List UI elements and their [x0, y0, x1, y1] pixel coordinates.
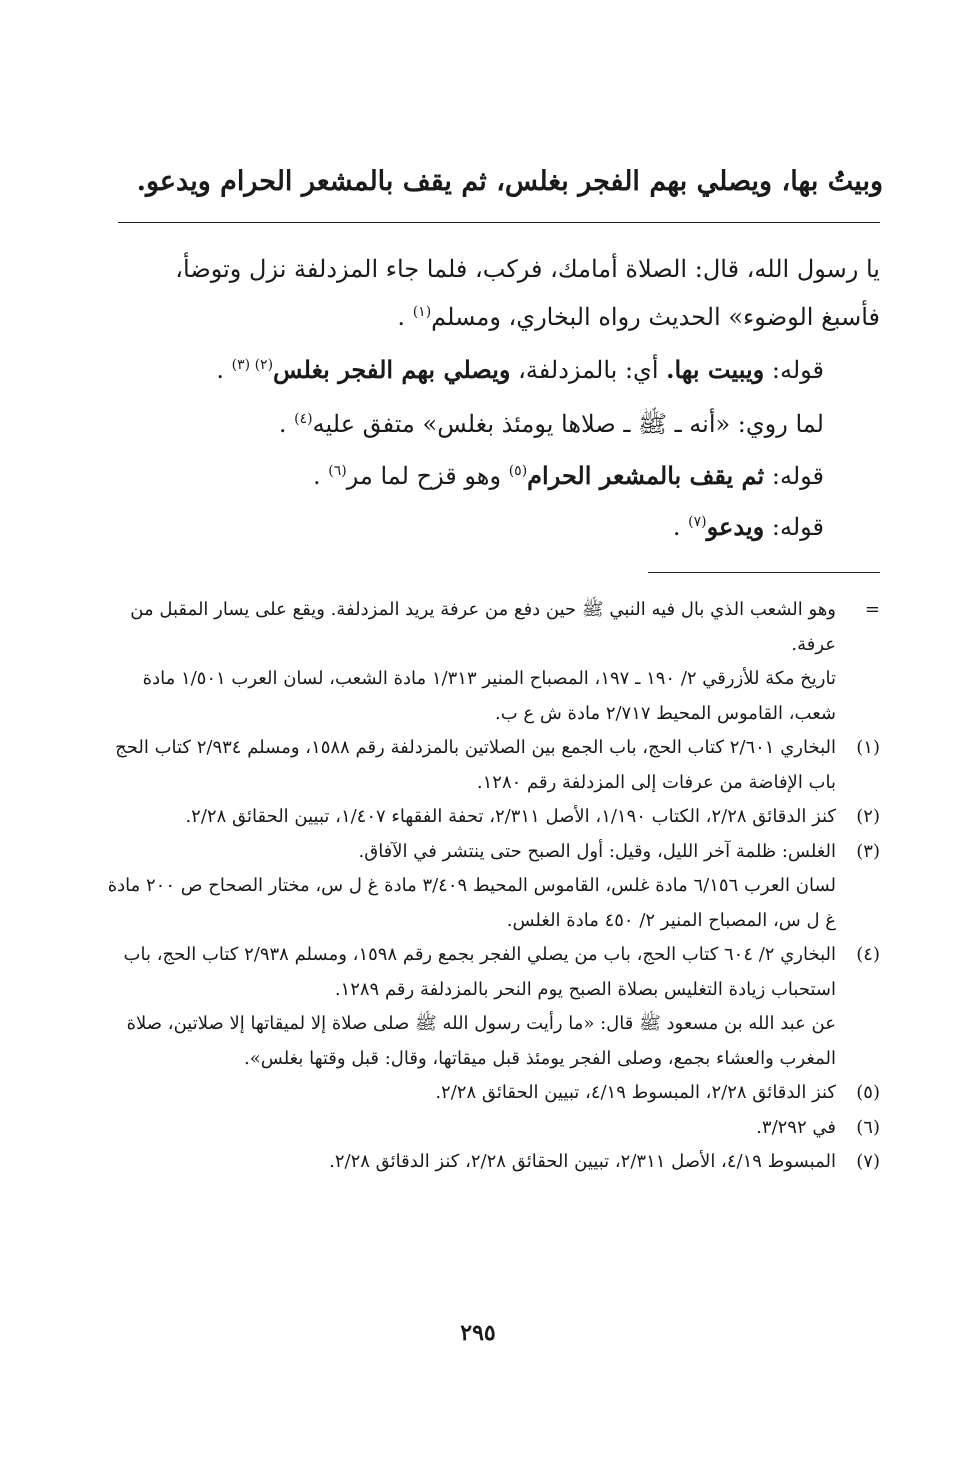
- footnote-text: وهو الشعب الذي بال فيه النبي ﷺ حين دفع من عرفة يريد المزدلفة. ويقع على يسار المقبل من عرفة.: [130, 599, 836, 655]
- footnote-text: البخاري ٢/٦٠١ كتاب الحج، باب الجمع بين الصلاتين بالمزدلفة رقم ١٥٨٨، ومسلم ٢/٩٣٤ كتاب الحج باب الإفاضة من عرفات إلى المزدلفة رقم ١٢٨٠.: [115, 737, 836, 793]
- footnote-ref-5[interactable]: (٥): [508, 463, 528, 479]
- footnote-ref-1[interactable]: (١): [412, 304, 432, 320]
- body-line-1: يا رسول الله، قال: الصلاة أمامك، فركب، فلما جاء المزدلفة نزل وتوضأ،: [175, 255, 880, 283]
- footnote-marker: (١): [856, 737, 880, 758]
- footnote-text: البخاري ٢/ ٦٠٤ كتاب الحج، باب من يصلي الفجر بجمع رقم ١٥٩٨، ومسلم ٢/٩٣٨ كتاب الحج، باب استحباب زيادة التغليس بصلاة الصبح يوم النحر بالمزدلفة رقم ١٢٨٩.: [123, 944, 836, 1000]
- header-title: وبيتُ بها، ويصلي بهم الفجر بغلس، ثم يقف بالمشعر الحرام ويدعو.: [136, 166, 883, 197]
- footnote-marker: (٧): [856, 1151, 880, 1172]
- footnote-text: عن عبد الله بن مسعود ﷺ قال: «ما رأيت رسول الله ﷺ صلى صلاة إلا لميقاتها إلا صلاتين، صلاة المغرب والعشاء بجمع، وصلى الفجر يومئذ قبل ميقاتها، وقال: قبل وقتها بغلس».: [126, 1013, 836, 1069]
- footnote-marker: (٣): [856, 840, 880, 862]
- footnote-3: [105, 835, 880, 939]
- footnote-marker: (٢): [856, 806, 880, 827]
- footnotes: [105, 593, 880, 1180]
- footnote-7: [105, 1145, 880, 1180]
- page-number: ٢٩٥: [460, 1320, 496, 1346]
- footnote-ref-6[interactable]: (٦): [328, 463, 347, 479]
- footnote-5: [105, 1076, 880, 1111]
- footnote-1: [105, 731, 880, 800]
- footnote-6: [105, 1111, 880, 1146]
- footnote-text: لسان العرب ٦/١٥٦ مادة غلس، القاموس المحيط ٣/٤٠٩ مادة غ ل س، مختار الصحاح ص ٢٠٠ مادة غ ل س، المصباح المنير ٢/ ٤٥٠ مادة الغلس.: [107, 875, 836, 931]
- section-header: [108, 160, 883, 204]
- quote-bold-text: ويدعو: [706, 512, 765, 541]
- footnote-ref-7[interactable]: (٧): [688, 514, 707, 530]
- footnote-text: في ٣/٢٩٢.: [756, 1116, 836, 1138]
- footnote-2: [105, 800, 880, 835]
- quote-line-3: قوله: ثم يقف بالمشعر الحرام$^{(٥)}$ وهو قزح لما مر$^{(٦)}$ .: [312, 461, 824, 490]
- footnote-continued: [105, 593, 880, 731]
- footnote-4: [105, 938, 880, 1076]
- footnote-text: المبسوط ٤/١٩، الأصل ٢/٣١١، تبيين الحقائق ٢/٢٨، كنز الدقائق ٢/٢٨.: [329, 1151, 836, 1172]
- footnote-text: تاريخ مكة للأزرقي ٢/ ١٩٠ ـ ١٩٧، المصباح المنير ١/٣١٣ مادة الشعب، لسان العرب ١/٥٠١ مادة شعب، القاموس المحيط ٢/٧١٧ مادة ش ع ب.: [142, 668, 836, 724]
- quote-line-1: قوله: ويبيت بها. أي: بالمزدلفة، ويصلي بهم الفجر بغلس$^{(٢) (٣)}$ .: [216, 355, 824, 384]
- body-line-2: فأسبغ الوضوء» الحديث رواه البخاري، ومسلم$^{(١)}$ .: [397, 303, 880, 331]
- footnote-marker: (٥): [856, 1082, 880, 1103]
- footnote-marker: (٦): [856, 1116, 880, 1138]
- footnote-ref-2-3[interactable]: (٢) (٣): [231, 357, 274, 373]
- quote-bold-text: ثم يقف بالمشعر الحرام: [527, 461, 765, 490]
- footnote-text: الغلس: ظلمة آخر الليل، وقيل: أول الصبح حتى ينتشر في الآفاق.: [358, 840, 836, 862]
- header-divider: [118, 222, 880, 223]
- footnote-continued-marker: =: [864, 599, 880, 620]
- quote-line-2: لما روي: «أنه ـ ﷺ ـ صلاها يومئذ بغلس» متفق عليه$^{(٤)}$ .: [278, 410, 824, 438]
- footnote-ref-4[interactable]: (٤): [294, 411, 313, 427]
- footnote-text: كنز الدقائق ٢/٢٨، المبسوط ٤/١٩، تبيين الحقائق ٢/٢٨.: [435, 1082, 836, 1103]
- footnote-marker: (٤): [856, 944, 880, 965]
- quote-bold-text: ويبيت بها.: [666, 355, 765, 384]
- footnote-divider: [648, 572, 880, 573]
- quote-bold-text: ويصلي بهم الفجر بغلس: [273, 355, 511, 384]
- quote-line-4: قوله: ويدعو$^{(٧)}$ .: [672, 512, 824, 541]
- footnote-text: كنز الدقائق ٢/٢٨، الكتاب ١/١٩٠، الأصل ٢/٣١١، تحفة الفقهاء ١/٤٠٧، تبيين الحقائق ٢/٢٨.: [185, 806, 836, 827]
